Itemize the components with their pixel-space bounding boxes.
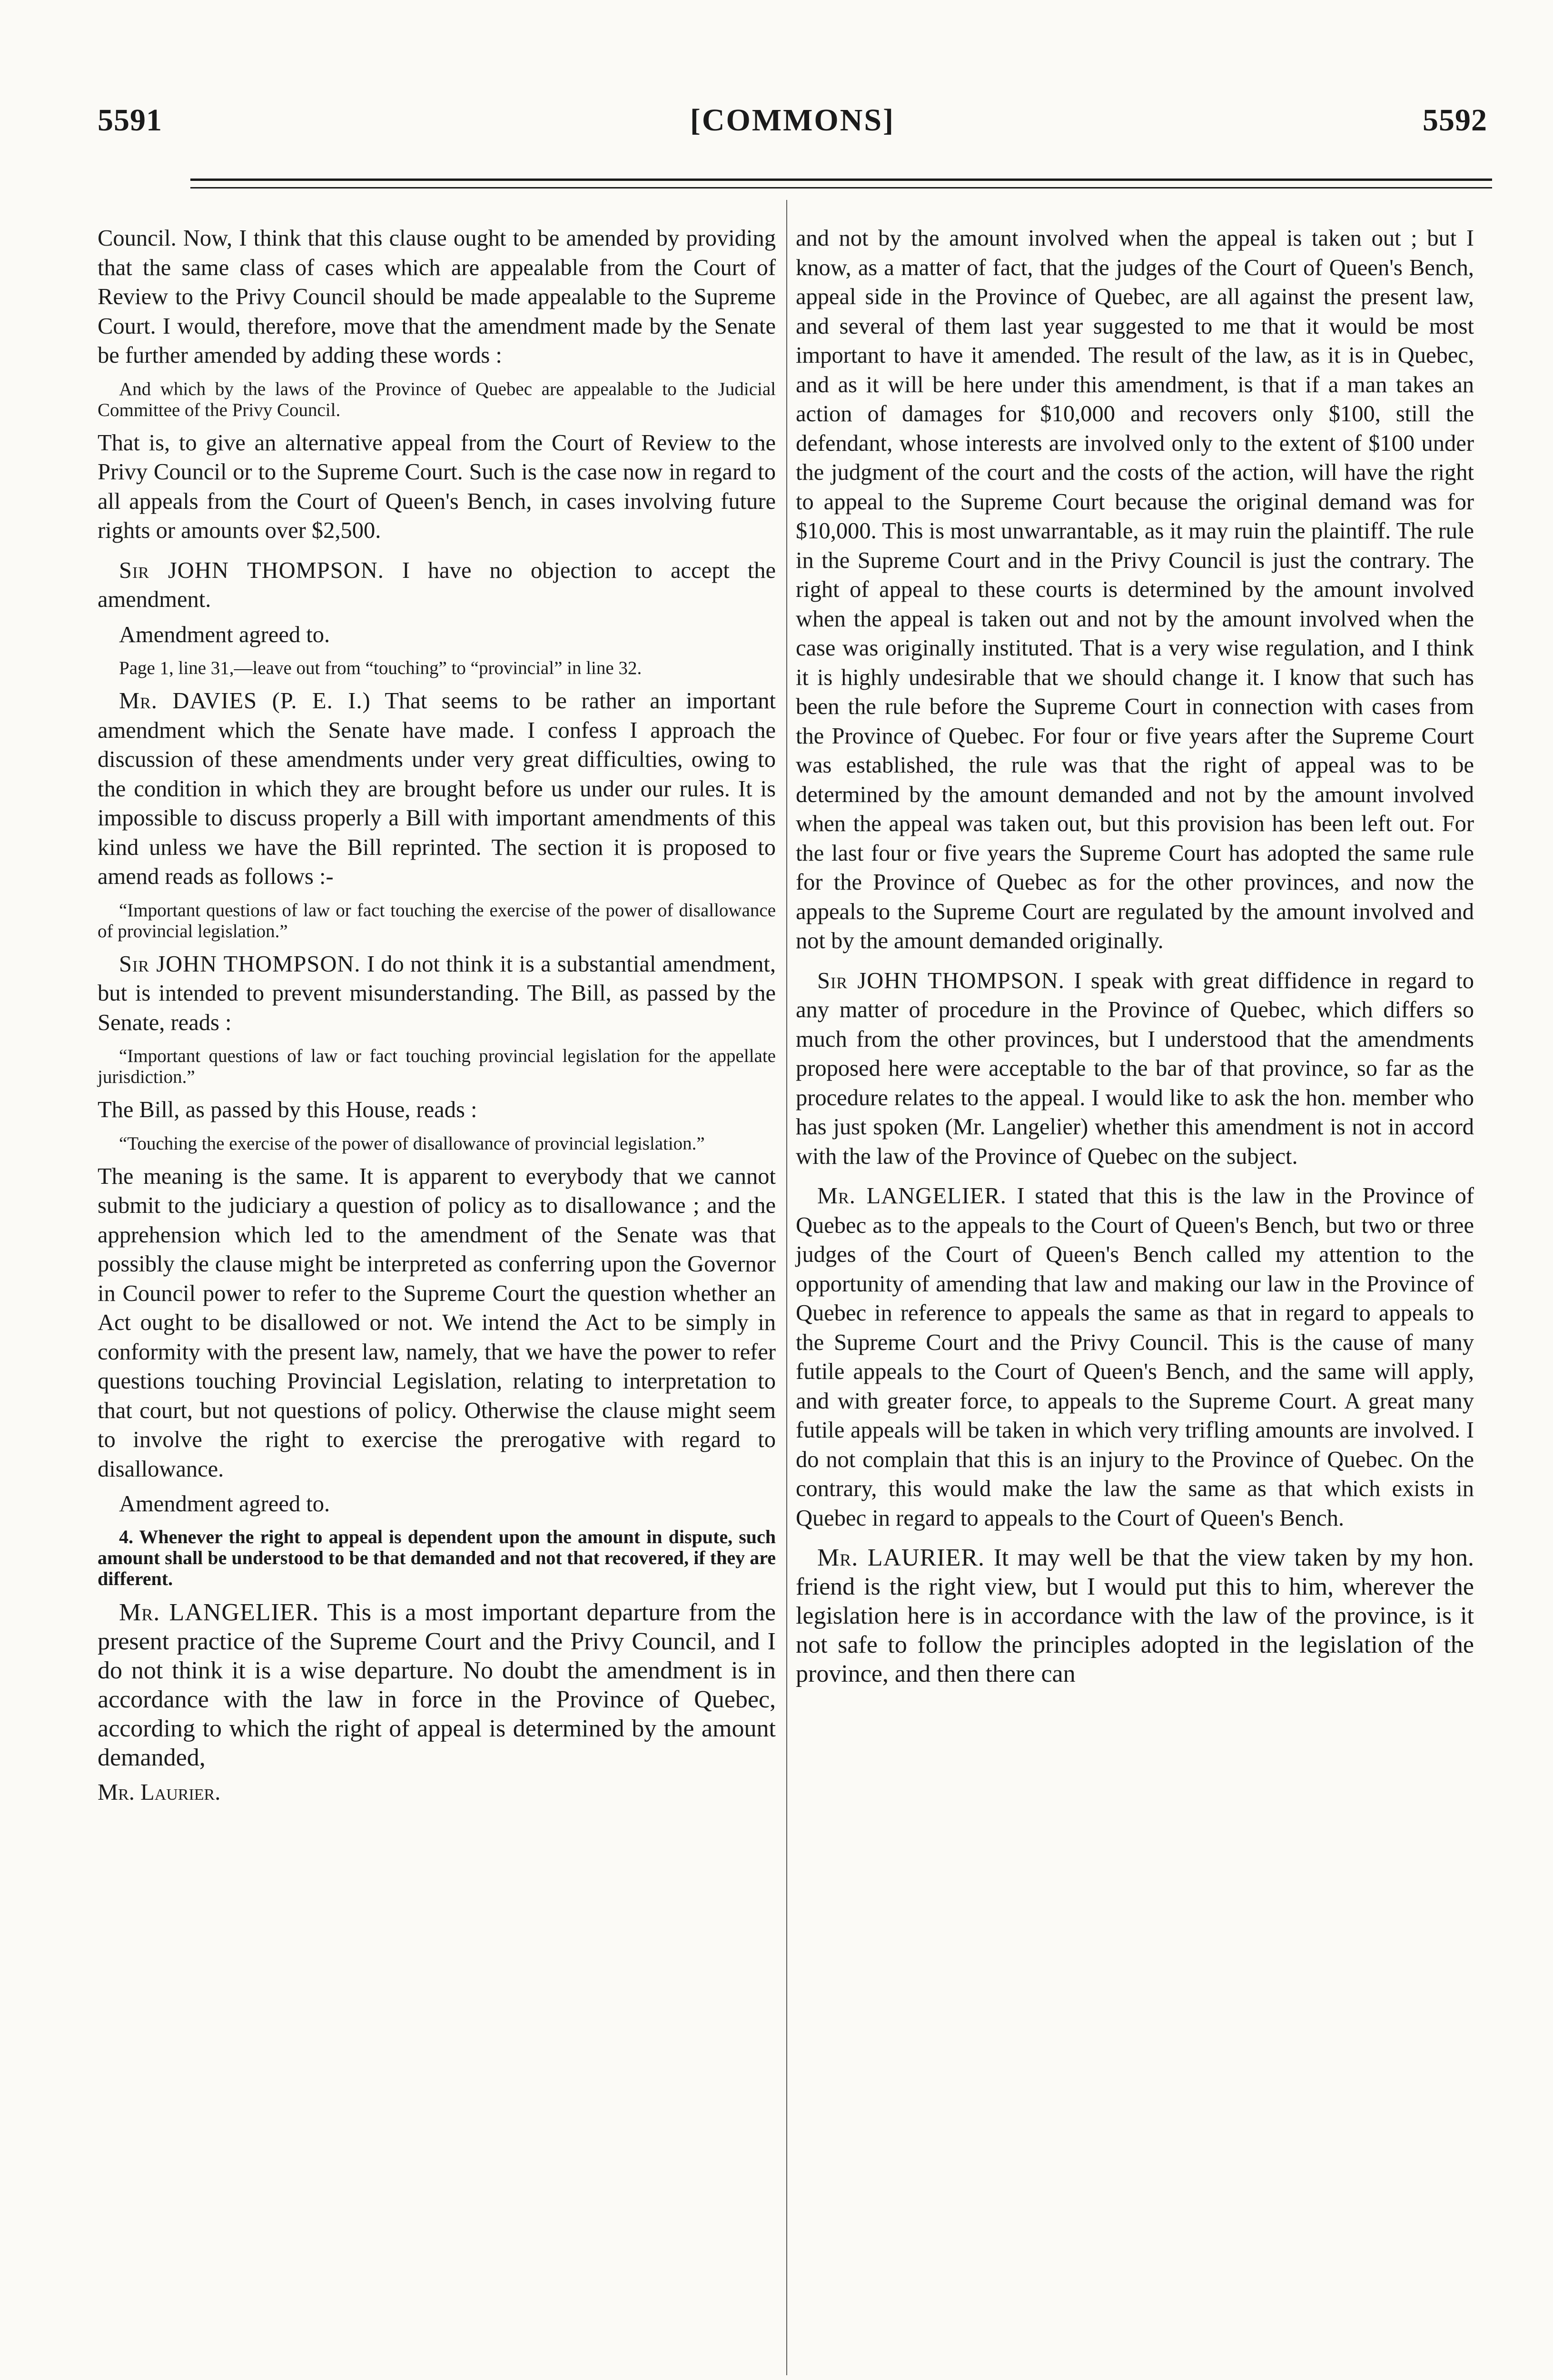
speech bbox=[98, 686, 776, 892]
speaker-name: Sir JOHN THOMPSON. bbox=[817, 968, 1065, 993]
motion-result: Amendment agreed to. bbox=[119, 1491, 330, 1517]
speaker-name: Mr. LAURIER. bbox=[817, 1544, 985, 1571]
amendment-instruction: Page 1, line 31,—leave out from “touching” to “provincial” in line 32. bbox=[119, 658, 642, 678]
page-number-right: 5592 bbox=[1423, 103, 1487, 138]
continued-speaker-footer: Mr. Laurier. bbox=[98, 1779, 221, 1805]
quoted-section: “Touching the exercise of the power of disallowance of provincial legislation.” bbox=[119, 1133, 705, 1154]
paragraph: and not by the amount involved when the appeal is taken out ; but I know, as a matter of fact, that the judges of the Court of Queen's Bench, appeal side in the Province of Quebec, are all against the present law, and several of them last year suggested to me that it would be most important to have it amended. The result of the law, as it is in Quebec, and as it will be here under this amendment, is that if a man takes an action of damages for $10,000 and recovers only $100, still the defendant, whose interests are involved only to the extent of $100 under the judgment of the court and the costs of the action, will have the right to appeal to the Supreme Court because the original demand was for $10,000. This is most unwarrantable, as it may ruin the plaintiff. The rule in the Supreme Court and in the Privy Council is just the contrary. The right of appeal to these courts is determined by the amount involved when the appeal is taken out and not by the amount involved when the case was originally instituted. That is a very wise regulation, and I think it is highly undesirable that we should change it. I know that such has been the rule before the Supreme Court in connection with cases from the Province of Quebec. For four or five years after the Supreme Court was established, the rule was that the right of appeal was to be determined by the amount demanded and not by the amount involved when the appeal was taken out, but this provision has been left out. For the last four or five years the Supreme Court has adopted the same rule for the Province of Quebec as for the other provinces, and now the appeals to the Supreme Court are regulated by the amount involved and not by the amount demanded originally. bbox=[796, 226, 1474, 953]
speech-text: I stated that this is the law in the Province of Quebec as to the appeals to the Court of Queen's Bench, but two or three judges of the Court of Queen's Bench called my attention to the opportunity of amending that law and making our law in the Province of Quebec in reference to appeals the same as that in regard to appeals to the Supreme Court and the Privy Council. This is the cause of many futile appeals to the Court of Queen's Bench, and the same will apply, and with greater force, to appeals to the Supreme Court. A great many futile appeals will be taken in which very trifling amounts are involved. I do not complain that this is an injury to the Province of Quebec. On the contrary, this would make the law the same as that which exists in Quebec in regard to appeals to the Court of Queen's Bench. bbox=[796, 1183, 1474, 1531]
speech bbox=[98, 950, 776, 1038]
bill-clause: 4. Whenever the right to appeal is dependent upon the amount in dispute, such amount shall be understood to be that demanded and not that recovered, if they are different. bbox=[98, 1526, 776, 1589]
speech bbox=[796, 1181, 1474, 1533]
paragraph: The Bill, as passed by this House, reads : bbox=[98, 1097, 477, 1122]
quoted-amendment: And which by the laws of the Province of Quebec are appealable to the Judicial Committee of the Privy Council. bbox=[98, 378, 776, 420]
header-rule-thick bbox=[190, 178, 1492, 181]
header-rule-thin bbox=[190, 187, 1492, 188]
quoted-section: “Important questions of law or fact touching provincial legislation for the appellate jurisdiction.” bbox=[98, 1046, 776, 1087]
left-column bbox=[98, 224, 776, 1813]
speech-text: That seems to be rather an important amendment which the Senate have made. I confess I approach the discussion of these amendments under very great difficulties, owing to the condition in which they are brought before us under our rules. It is impossible to discuss properly a Bill with important amendments of this kind unless we have the Bill reprinted. The section it is proposed to amend reads as follows :- bbox=[98, 688, 776, 889]
speaker-name: Mr. LANGELIER. bbox=[119, 1598, 319, 1626]
speech bbox=[796, 1543, 1474, 1688]
page-number-left: 5591 bbox=[98, 103, 162, 138]
speaker-name: Sir JOHN THOMPSON. bbox=[119, 951, 361, 977]
speech bbox=[98, 1598, 776, 1772]
paragraph: Council. Now, I think that this clause ought to be amended by providing that the same class of cases which are appealable from the Court of Review to the Privy Council should be made appealable to the Supreme Court. I would, therefore, move that the amendment made by the Senate be further amended by adding these words : bbox=[98, 226, 776, 368]
speaker-name: Sir JOHN THOMPSON. bbox=[119, 557, 384, 583]
paragraph: The meaning is the same. It is apparent to everybody that we cannot submit to the judiciary a question of policy as to disallowance ; and the apprehension which led to the amendment of the Senate was that possibly the clause might be interpreted as conferring upon the Governor in Council power to refer to the Supreme Court the question whether an Act ought to be disallowed or not. We intend the Act to be simply in conformity with the present law, namely, that we have the power to refer questions touching Provincial Legislation, relating to interpretation to that court, but not questions of policy. Otherwise the clause might seem to involve the right to exercise the prerogative with regard to disallowance. bbox=[98, 1163, 776, 1482]
speech-text: I speak with great diffidence in regard to any matter of procedure in the Province of Quebec, which differs so much from the other provinces, but I understood that the amendments proposed here were acceptable to the bar of that province, so far as the procedure relates to the appeal. I would like to ask the hon. member who has just spoken (Mr. Langelier) whether this amendment is not in accord with the law of the Province of Quebec on the subject. bbox=[796, 968, 1474, 1169]
quoted-section: “Important questions of law or fact touching the exercise of the power of disallowance of provincial legislation.” bbox=[98, 900, 776, 942]
speech-text: It may well be that the view taken by my hon. friend is the right view, but I would put this to him, wherever the legislation here is in accordance with the law of the province, is it not safe to follow the principles adopted in the legislation of the province, and then there can bbox=[796, 1544, 1474, 1687]
speaker-name: Mr. LANGELIER. bbox=[817, 1183, 1007, 1209]
speech bbox=[796, 966, 1474, 1171]
speech-text: I do not think it is a substantial amendment, but is intended to prevent misunderstanding. The Bill, as passed by the Senate, reads : bbox=[98, 951, 776, 1035]
page-title: [COMMONS] bbox=[690, 103, 895, 138]
motion-result: Amendment agreed to. bbox=[119, 622, 330, 647]
column-divider bbox=[786, 200, 787, 2375]
right-column bbox=[796, 224, 1474, 1694]
speech-text: I have no objection to accept the amendment. bbox=[98, 557, 776, 612]
speech-text: This is a most important departure from the present practice of the Supreme Court and the Privy Council, and I do not think it is a wise departure. No doubt the amendment is in accordance with the law in force in the Province of Quebec, according to which the right of appeal is determined by the amount demanded, bbox=[98, 1598, 776, 1771]
paragraph: That is, to give an alternative appeal from the Court of Review to the Privy Council or to the Supreme Court. Such is the case now in regard to all appeals from the Court of Queen's Bench, in cases involving future rights or amounts over $2,500. bbox=[98, 430, 776, 543]
speaker-name: Mr. DAVIES (P. E. I.) bbox=[119, 688, 371, 714]
page-header bbox=[98, 102, 1487, 155]
speech bbox=[98, 556, 776, 615]
